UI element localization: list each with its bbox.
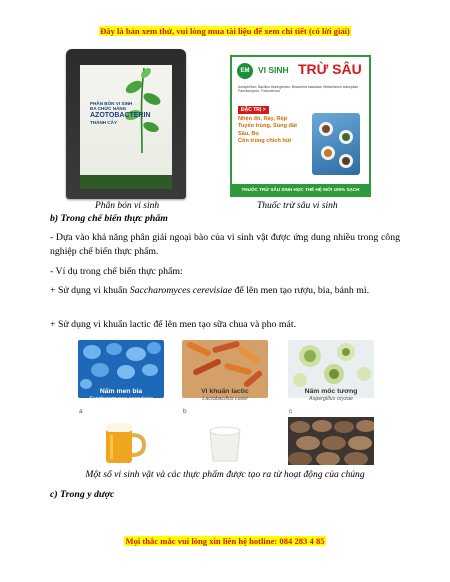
biopesticide-poster-image [230,55,371,197]
label-yeast: Nấm men bia Saccharomyces cerevisiae [88,388,154,403]
bag-product-name: AZOTOBACTERIN [90,111,151,119]
paragraph-lactic: + Sử dụng vi khuẩn lactic để lên men tạo sữa chua và pho mát. [50,319,297,330]
paragraph-extracellular: - Dựa vào khả năng phân giải ngoại bào của vi sinh vật được ứng dung nhiều trong công nghiệp chế biến thực phẩm. [50,232,400,257]
label-mold: Nấm mốc tương Aspergillus oryzae [304,388,358,403]
bag-footer-band [80,175,172,189]
preview-banner [0,26,450,36]
yogurt-photo [182,417,268,465]
paragraph-yeast: + Sử dụng vi khuẩn Saccharomyces cerevisiae để lên men tạo rượu, bia, bánh mì. [50,285,370,296]
poster-title-b: TRỪ SÂU [298,61,362,77]
pest-item: Tuyến trùng, Sùng đất [238,123,297,130]
em-logo: EM [237,63,253,79]
poster-title-a: VI SINH [258,65,289,75]
caption-biopesticide: Thuốc trừ sâu vi sinh [257,201,338,211]
poster-fine-print: Azospirillum, Bacillus thuringiensis, Beauveria bassiana, Metarhizium anisopliae, Paecilomyces, Trichoderma [238,85,359,94]
heading-medicine: c) Trong y dược [50,489,115,500]
caption-fertilizer: Phân bón vi sinh [95,201,160,211]
poster-tag: ĐẶC TRỊ > [238,106,269,114]
species-name: Saccharomyces cerevisiae [129,285,233,296]
jars-illustration [288,417,374,465]
pest-item: Sâu, Bọ [238,130,259,137]
panel-letter-c: c [289,408,293,415]
paragraph-examples: - Ví dụ trong chế biến thực phẩm: [50,266,183,277]
panel-letter-b: b [183,408,187,415]
poster-pest-list [238,116,297,145]
pest-item: Côn trùng chích hút [238,137,292,144]
figure-caption: Một số vi sinh vật và các thực phẩm được tạo ra từ hoạt động của chúng [85,469,365,480]
pest-item: Nhện đỏ, Rầy, Rệp [238,116,288,122]
yogurt-cup-illustration [182,417,268,465]
preview-banner-text: Đây là bản xem thử, vui lòng mua tài liệu để xem chi tiết (có lời giải) [100,26,350,36]
fertilizer-bag-image [66,49,186,199]
beer-photo [78,417,164,465]
hotline-banner-text: Mọi thắc mắc vui lòng xin liên hệ hotline: 084 283 4 85 [125,536,325,546]
poster-bottom-strip: THUỐC TRỪ SÂU SINH HỌC THẾ HỆ MỚI 100% SẠCH [232,184,369,195]
panel-letter-a: a [79,408,83,415]
beer-mug-illustration [78,417,164,465]
bag-brand-text: PHÂN BÓN VI SINH ĐA CHỨC NĂNG AZOTOBACTERIN THÀNH CÂY [90,101,151,125]
pest-insects-illustration [312,113,360,175]
heading-food-processing: b) Trong chế biến thực phẩm [50,213,168,224]
label-lactic: Vi khuẩn lactic Lactobacillus casei [201,388,249,403]
soy-sauce-jars-photo [288,417,374,465]
hotline-banner [0,536,450,546]
